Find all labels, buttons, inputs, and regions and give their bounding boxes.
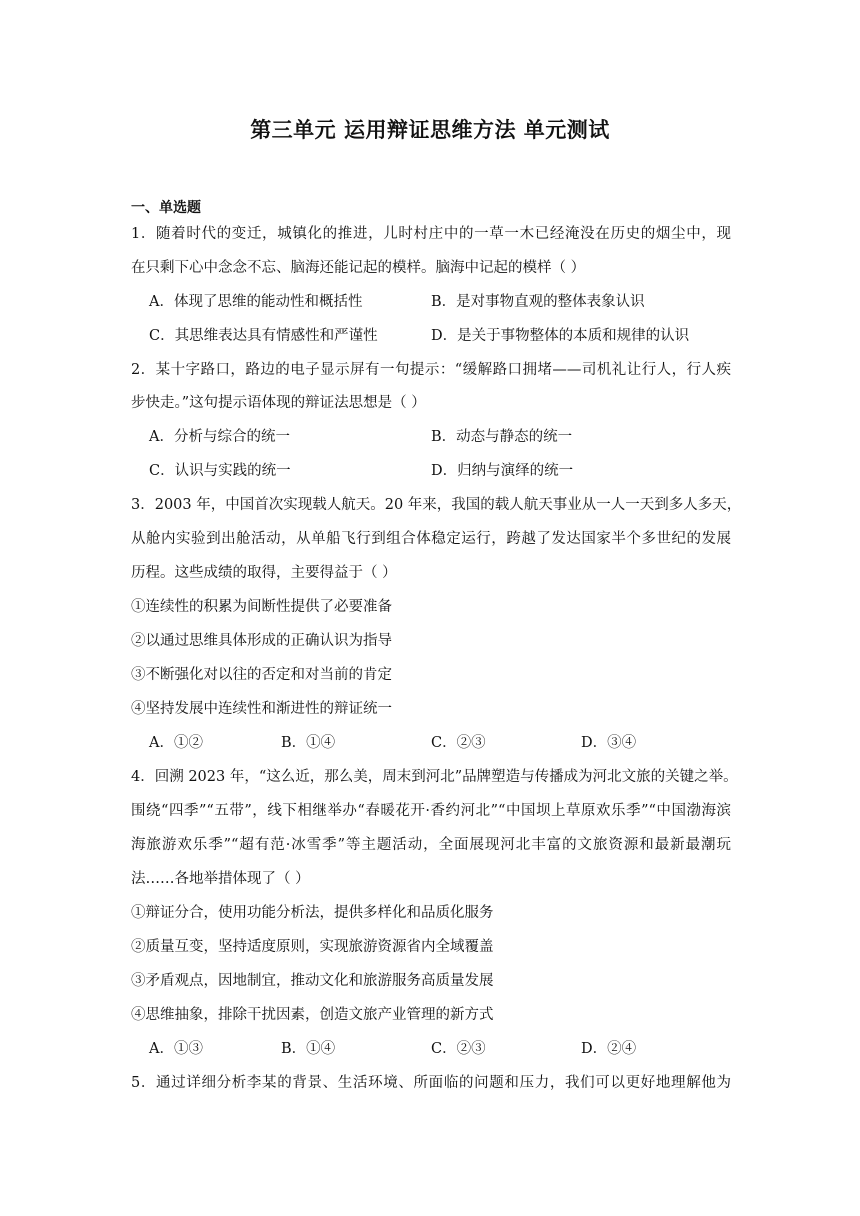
q3-stem-line-1: 3．2003 年，中国首次实现载人航天。20 年来，我国的载人航天事业从一人一天到多人多天， xyxy=(131,497,742,513)
q3-option-d: D．③④ xyxy=(581,735,637,751)
q4-option-d: D．②④ xyxy=(581,1041,637,1057)
q3-stem-line-3: 历程。这些成绩的取得，主要得益于（ ） xyxy=(131,565,397,581)
q4-item-1: ①辩证分合，使用功能分析法，提供多样化和品质化服务 xyxy=(131,905,494,921)
page-title: 第三单元 运用辩证思维方法 单元测试 xyxy=(250,118,610,142)
q4-stem-line-3: 海旅游欢乐季”“超有范·冰雪季”等主题活动，全面展现河北丰富的文旅资源和最新最潮玩 xyxy=(131,837,731,853)
q4-stem-line-2: 围绕“四季”“五带”，线下相继举办“春暖花开·香约河北”“中国坝上草原欢乐季”“中国渤海滨 xyxy=(131,803,731,819)
q4-option-c: C．②③ xyxy=(431,1041,486,1057)
q4-option-b: B．①④ xyxy=(281,1041,336,1057)
q1-stem-line-1: 1．随着时代的变迁，城镇化的推进，儿时村庄中的一草一木已经淹没在历史的烟尘中，现 xyxy=(131,226,731,242)
q3-option-a: A．①② xyxy=(149,735,203,751)
q4-stem-line-1: 4．回溯 2023 年，“这么近，那么美，周末到河北”品牌塑造与传播成为河北文旅的关键之举。 xyxy=(131,769,738,785)
q2-stem-line-2: 步快走。”这句提示语体现的辩证法思想是（ ） xyxy=(131,395,426,411)
q3-option-b: B．①④ xyxy=(281,735,336,751)
q1-option-b: B．是对事物直观的整体表象认识 xyxy=(431,294,645,310)
q4-stem-line-4: 法……各地举措体现了（ ） xyxy=(131,871,310,887)
q3-stem-line-2: 从舱内实验到出舱活动，从单船飞行到组合体稳定运行，跨越了发达国家半个多世纪的发展 xyxy=(131,531,731,547)
q3-item-4: ④坚持发展中连续性和渐进性的辩证统一 xyxy=(131,701,392,717)
q5-stem-line-1: 5．通过详细分析李某的背景、生活环境、所面临的问题和压力，我们可以更好地理解他为 xyxy=(131,1075,731,1091)
q3-option-c: C．②③ xyxy=(431,735,486,751)
section-heading: 一、单选题 xyxy=(131,200,201,216)
q2-option-b: B．动态与静态的统一 xyxy=(431,429,573,445)
q1-option-d: D．是关于事物整体的本质和规律的认识 xyxy=(431,328,690,344)
q4-option-a: A．①③ xyxy=(149,1041,203,1057)
q4-item-3: ③矛盾观点，因地制宜，推动文化和旅游服务高质量发展 xyxy=(131,973,494,989)
q3-item-2: ②以通过思维具体形成的正确认识为指导 xyxy=(131,633,392,649)
q4-item-2: ②质量互变，坚持适度原则，实现旅游资源省内全域覆盖 xyxy=(131,939,494,955)
q3-item-3: ③不断强化对以往的否定和对当前的肯定 xyxy=(131,667,392,683)
q3-item-1: ①连续性的积累为间断性提供了必要准备 xyxy=(131,599,392,615)
q2-stem-line-1: 2．某十字路口，路边的电子显示屏有一句提示：“缓解路口拥堵——司机礼让行人，行人疾 xyxy=(131,362,731,378)
q2-option-a: A．分析与综合的统一 xyxy=(149,429,290,445)
q1-option-c: C．其思维表达具有情感性和严谨性 xyxy=(149,328,378,344)
q1-option-a: A．体现了思维的能动性和概括性 xyxy=(149,294,363,310)
q2-option-d: D．归纳与演绎的统一 xyxy=(431,463,574,479)
q1-stem-line-2: 在只剩下心中念念不忘、脑海还能记起的模样。脑海中记起的模样（ ） xyxy=(131,260,586,276)
q2-option-c: C．认识与实践的统一 xyxy=(149,463,291,479)
q4-item-4: ④思维抽象，排除干扰因素，创造文旅产业管理的新方式 xyxy=(131,1007,494,1023)
